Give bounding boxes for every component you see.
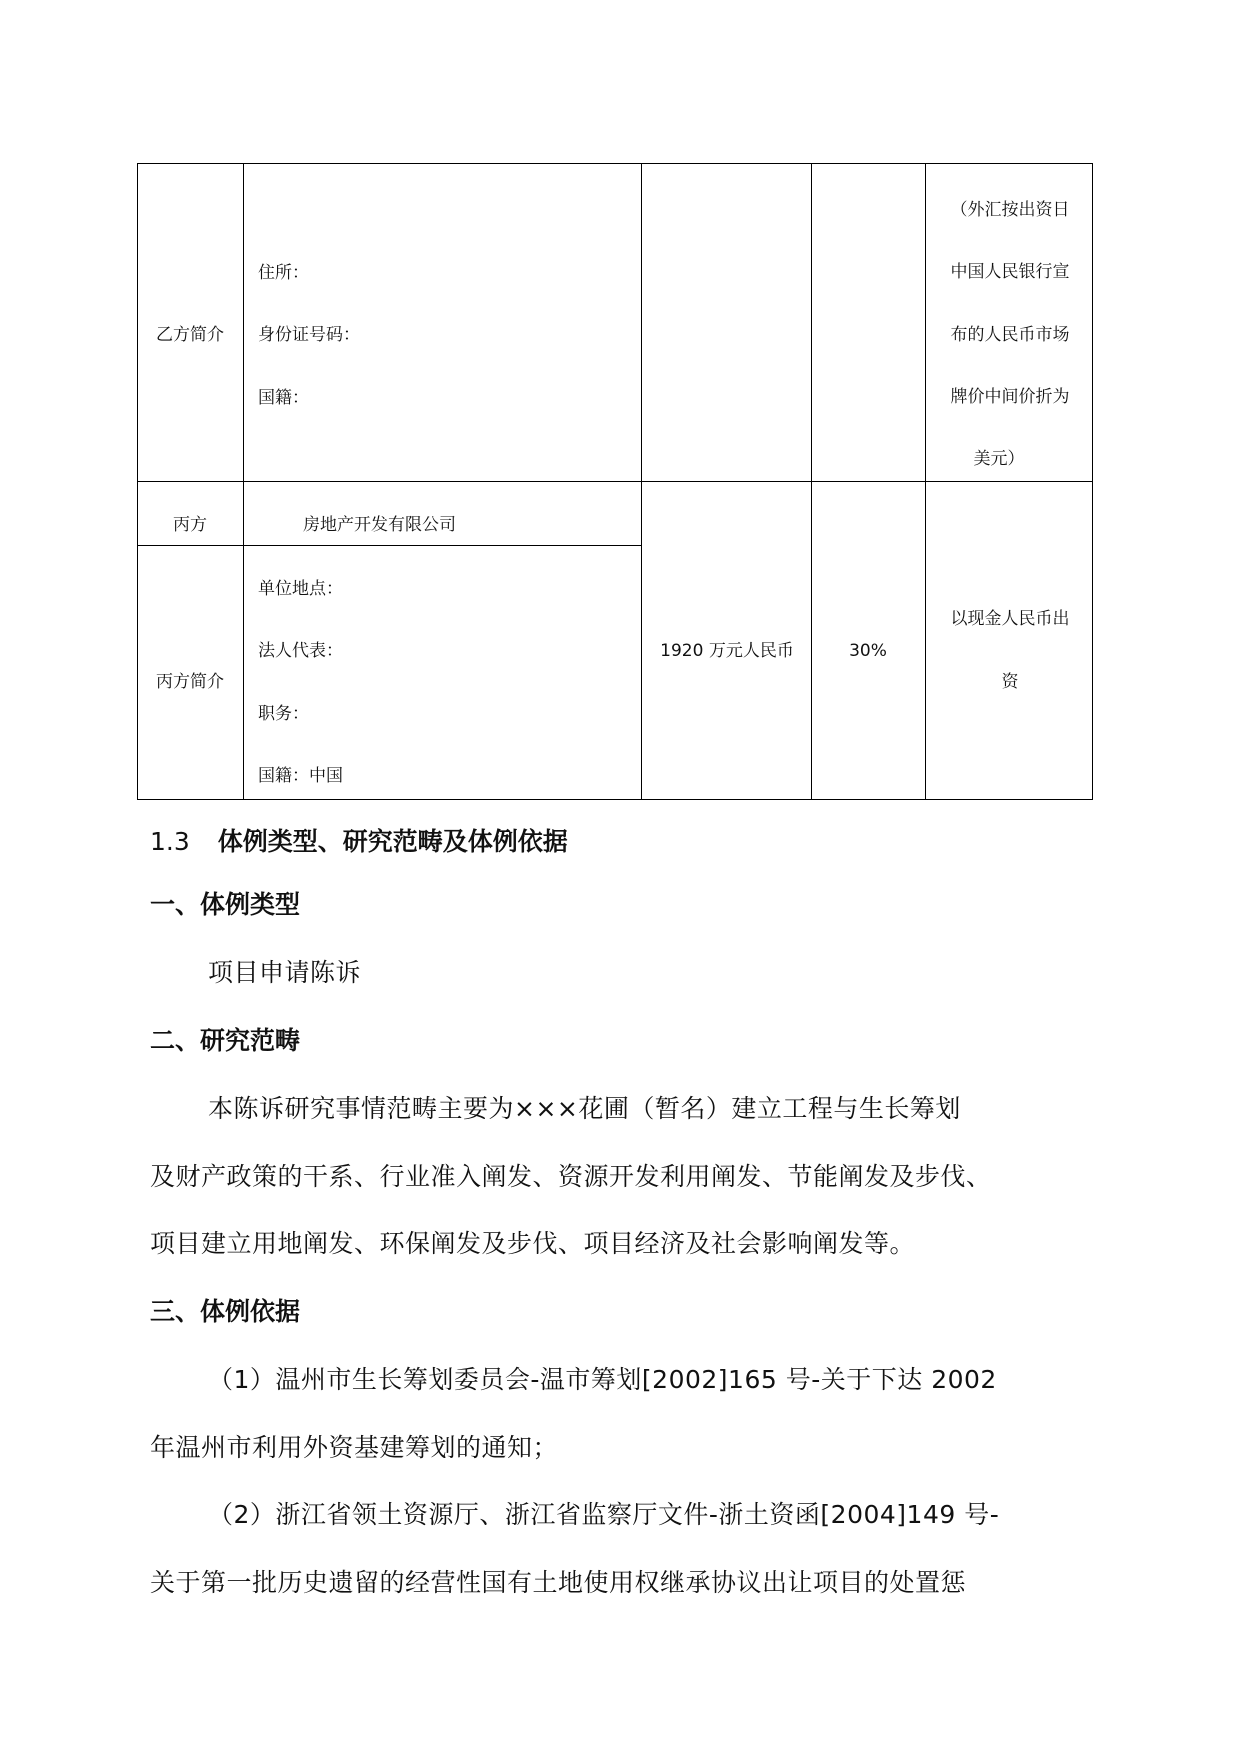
paragraph-scope-line: 本陈诉研究事情范畴主要为×××花圃（暂名）建立工程与生长筹划 bbox=[208, 1094, 961, 1123]
row-b-id-number: 身份证号码： bbox=[258, 325, 360, 345]
paragraph-type: 项目申请陈诉 bbox=[208, 958, 362, 987]
section-number: 1.3 bbox=[150, 827, 190, 856]
sub-heading-type: 一、体例类型 bbox=[150, 890, 301, 919]
shareholder-table bbox=[137, 163, 1093, 800]
basis-item-2-line: （2）浙江省领土资源厅、浙江省监察厅文件-浙土资函[2004]149 号- bbox=[208, 1500, 1000, 1529]
row-b-nationality: 国籍： bbox=[258, 388, 309, 408]
row-c-position: 职务： bbox=[258, 704, 309, 724]
row-b-note-line: 牌价中间价折为 bbox=[950, 387, 1070, 407]
row-c-nationality: 国籍：中国 bbox=[258, 766, 343, 786]
paragraph-scope-line: 项目建立用地阐发、环保阐发及步伐、项目经济及社会影响阐发等。 bbox=[150, 1229, 916, 1258]
sub-heading-basis: 三、体例依据 bbox=[150, 1297, 301, 1326]
section-heading bbox=[150, 822, 568, 858]
row-b-note-line: （外汇按出资日 bbox=[950, 200, 1070, 220]
row-c-method-line: 以现金人民币出 bbox=[950, 609, 1070, 629]
row-divider bbox=[138, 545, 641, 546]
basis-item-2-line: 关于第一批历史遗留的经营性国有土地使用权继承协议出让项目的处置惩 bbox=[150, 1568, 967, 1597]
row-c-name-label: 丙方 bbox=[173, 515, 207, 535]
basis-item-1-line: 年温州市利用外资基建筹划的通知； bbox=[150, 1433, 559, 1462]
paragraph-scope-line: 及财产政策的干系、行业准入阐发、资源开发利用阐发、节能阐发及步伐、 bbox=[150, 1162, 992, 1191]
row-b-note-line: 中国人民银行宣 bbox=[950, 262, 1070, 282]
row-c-method-line: 资 bbox=[1001, 672, 1019, 692]
row-c-label: 丙方简介 bbox=[156, 672, 224, 692]
row-c-share: 30% bbox=[849, 641, 887, 661]
sub-heading-scope: 二、研究范畴 bbox=[150, 1026, 301, 1055]
basis-item-1-line: （1）温州市生长筹划委员会-温市筹划[2002]165 号-关于下达 2002 bbox=[208, 1365, 997, 1394]
row-c-company-name: 房地产开发有限公司 bbox=[303, 515, 456, 535]
section-title: 体例类型、研究范畴及体例依据 bbox=[217, 827, 568, 856]
row-b-label: 乙方简介 bbox=[156, 325, 224, 345]
row-b-note-line: 布的人民币市场 bbox=[950, 325, 1070, 345]
row-b-address: 住所： bbox=[258, 263, 309, 283]
row-c-legal-rep: 法人代表： bbox=[258, 641, 343, 661]
row-b-note-line: 美元） bbox=[973, 449, 1025, 469]
row-divider bbox=[138, 481, 1092, 482]
row-c-amount: 1920 万元人民币 bbox=[660, 641, 794, 661]
row-c-location: 单位地点： bbox=[258, 579, 343, 599]
